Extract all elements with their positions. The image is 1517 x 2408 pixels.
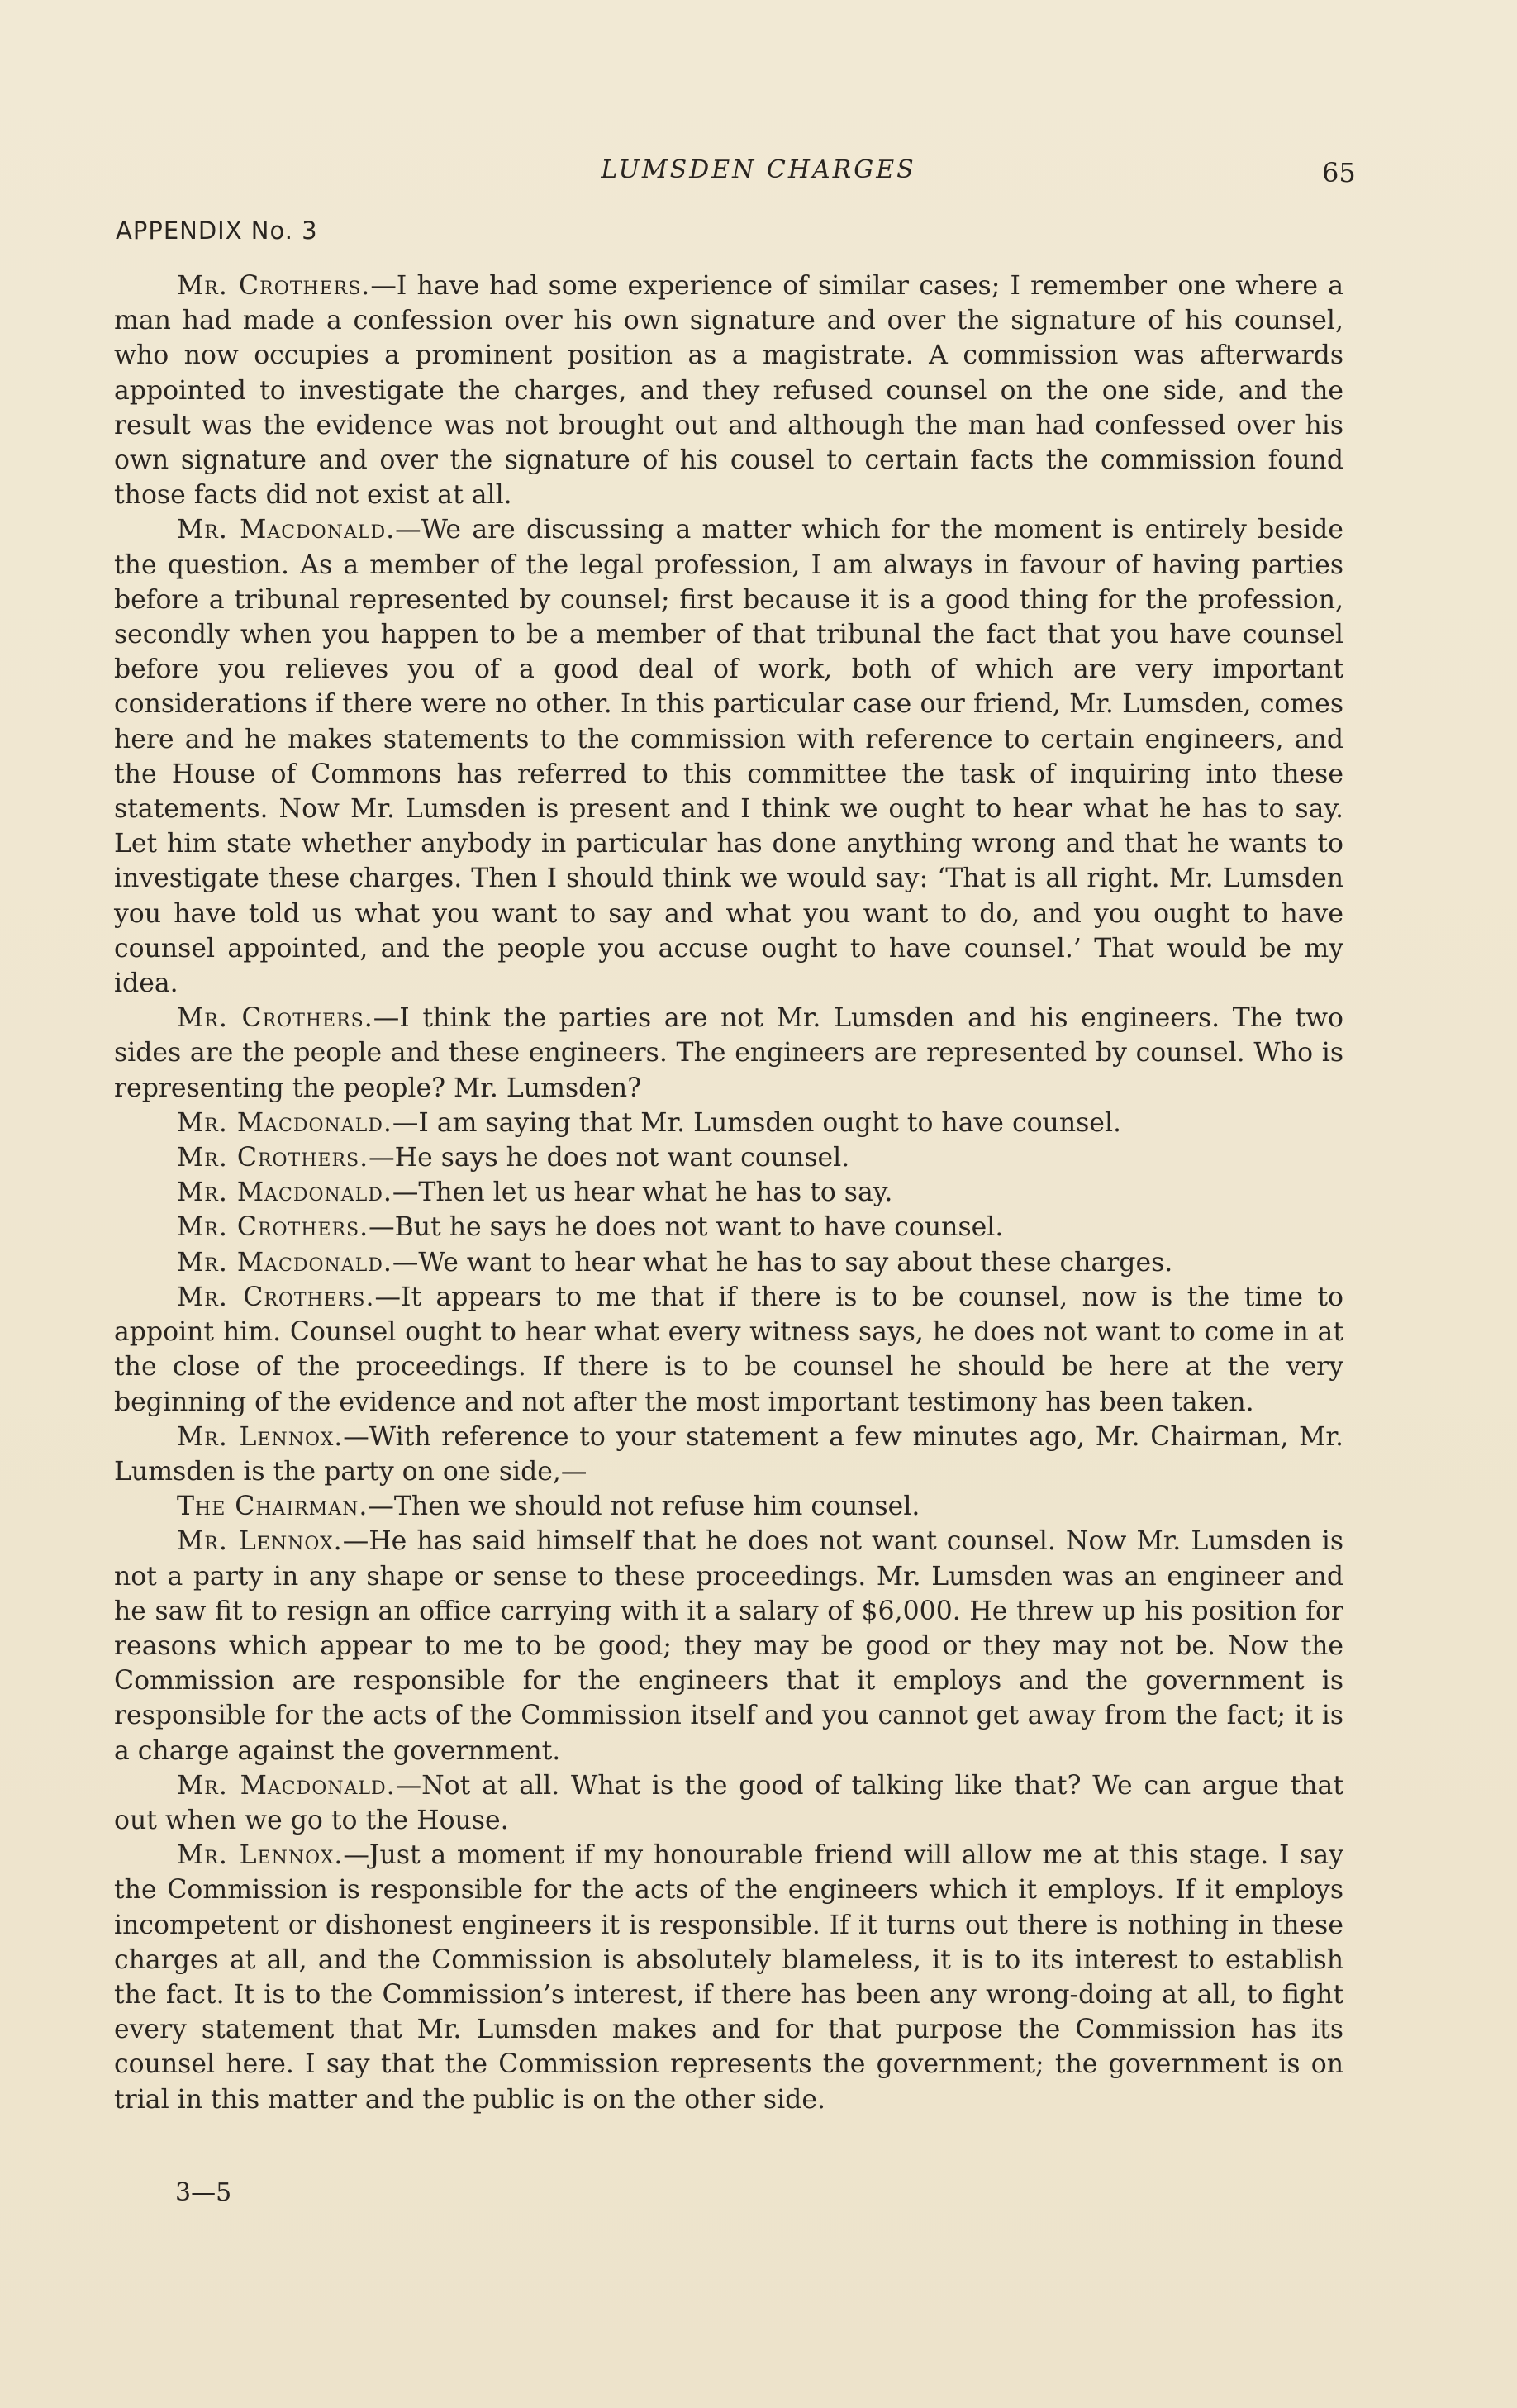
speaker-name: Mr. Lennox.	[177, 1421, 344, 1452]
speech-text: —Then we should not refuse him counsel.	[368, 1492, 920, 1522]
speaker-name: Mr. Crothers.	[177, 1003, 373, 1034]
speaker-name: Mr. Crothers.	[177, 1282, 375, 1312]
speech-text: —I am saying that Mr. Lumsden ought to have counsel.	[392, 1107, 1122, 1138]
paragraph	[114, 1280, 1343, 1420]
speaker-name: Mr. Lennox.	[177, 1840, 344, 1871]
speech-text: —Just a moment if my honourable friend will allow me at this stage. I say the Commission is responsible for the acts of the engineers which it employs. If it employs incompetent or dishonest engineers it is responsible. If it turns out there is nothing in these charges at all, and the Commission is absolutely blameless, it is to its interest to establish the fact. It is to the Commission’s interest, if there has been any wrong-doing at all, to fight every statement that Mr. Lumsden makes and for that purpose the Commission has its counsel here. I say that the Commission represents the government; the government is on trial in this matter and the public is on the other side.	[114, 1840, 1343, 2115]
paragraph	[114, 1838, 1343, 2117]
speaker-name: Mr. Macdonald.	[177, 1770, 396, 1801]
paragraph	[114, 269, 1343, 512]
speech-text: —Then let us hear what he has to say.	[392, 1178, 893, 1208]
running-title: LUMSDEN CHARGES	[601, 155, 916, 184]
page-number: 65	[1322, 157, 1356, 188]
paragraph	[114, 1489, 1343, 1524]
transcript-body	[114, 269, 1343, 2117]
speech-text: —We are discussing a matter which for the moment is entirely beside the question. As a member of the legal profession, I am always in favour of having parties before a tribunal represented by counsel; first because it is a good thing for the profession, secondly when you happen to be a member of that tribunal the fact that you have counsel before you relieves you of a good deal of work, both of which are very important considerations if there were no other. In this particular case our friend, Mr. Lumsden, comes here and he makes statements to the commission with reference to certain engineers, and the House of Commons has referred to this committee the task of inquiring into these statements. Now Mr. Lumsden is present and I think we ought to hear what he has to say. Let him state whether anybody in particular has done anything wrong and that he wants to investigate these charges. Then I should think we would say: ‘That is all right. Mr. Lumsden you have told us what you want to say and what you want to do, and you ought to have counsel appointed, and the people you accuse ought to have counsel.’ That would be my idea.	[114, 515, 1343, 999]
speaker-name: Mr. Macdonald.	[177, 1107, 392, 1138]
speech-text: —It appears to me that if there is to be counsel, now is the time to appoint him. Counsel ought to hear what every witness says, he does not want to come in at the close of the proceedings. If there is to be counsel he should be here at the very beginning of the evidence and not after the most important testimony has been taken.	[114, 1282, 1343, 1417]
speech-text: —Not at all. What is the good of talking like that? We can argue that out when we go to the House.	[114, 1770, 1343, 1835]
paragraph	[114, 1768, 1343, 1838]
speech-text: —I think the parties are not Mr. Lumsden and his engineers. The two sides are the people and these engineers. The engineers are represented by counsel. Who is representing the people? Mr. Lumsden?	[114, 1003, 1343, 1103]
speech-text: —We want to hear what he has to say about these charges.	[392, 1247, 1173, 1278]
speaker-name: Mr. Lennox.	[177, 1526, 343, 1557]
speech-text: —But he says he does not want to have counsel.	[369, 1212, 1004, 1243]
speaker-name: Mr. Macdonald.	[177, 1247, 392, 1278]
speaker-name: Mr. Macdonald.	[177, 515, 396, 545]
speech-text: —He says he does not want counsel.	[369, 1143, 850, 1173]
paragraph	[114, 512, 1343, 1001]
paragraph	[114, 1210, 1343, 1244]
paragraph	[114, 1420, 1343, 1489]
signature-mark: 3—5	[175, 2178, 232, 2207]
speech-text: —With reference to your statement a few minutes ago, Mr. Chairman, Mr. Lumsden is the party on one side,—	[114, 1421, 1343, 1487]
speech-text: —He has said himself that he does not want counsel. Now Mr. Lumsden is not a party in any shape or sense to these proceedings. Mr. Lumsden was an engineer and he saw fit to resign an office carrying with it a salary of $6,000. He threw up his position for reasons which appear to me to be good; they may be good or they may not be. Now the Commission are responsible for the engineers that it employs and the government is responsible for the acts of the Commission itself and you cannot get away from the fact; it is a charge against the government.	[114, 1526, 1343, 1766]
paragraph	[114, 1175, 1343, 1210]
speaker-name: Mr. Crothers.	[177, 1212, 369, 1243]
speaker-name: Mr. Macdonald.	[177, 1178, 392, 1208]
paragraph	[114, 1001, 1343, 1106]
speech-text: —I have had some experience of similar cases; I remember one where a man had made a confession over his own signature and over the signature of his counsel, who now occupies a prominent position as a magistrate. A commission was afterwards appointed to investigate the charges, and they refused counsel on the one side, and the result was the evidence was not brought out and although the man had confessed over his own signature and over the signature of his cousel to certain facts the commission found those facts did not exist at all.	[114, 271, 1343, 511]
paragraph	[114, 1106, 1343, 1140]
paragraph	[114, 1524, 1343, 1768]
paragraph	[114, 1245, 1343, 1280]
speaker-name: The Chairman.	[177, 1492, 369, 1522]
paragraph	[114, 1140, 1343, 1175]
appendix-label: APPENDIX No. 3	[116, 217, 318, 245]
speaker-name: Mr. Crothers.	[177, 1143, 369, 1173]
speaker-name: Mr. Crothers.	[177, 271, 371, 301]
